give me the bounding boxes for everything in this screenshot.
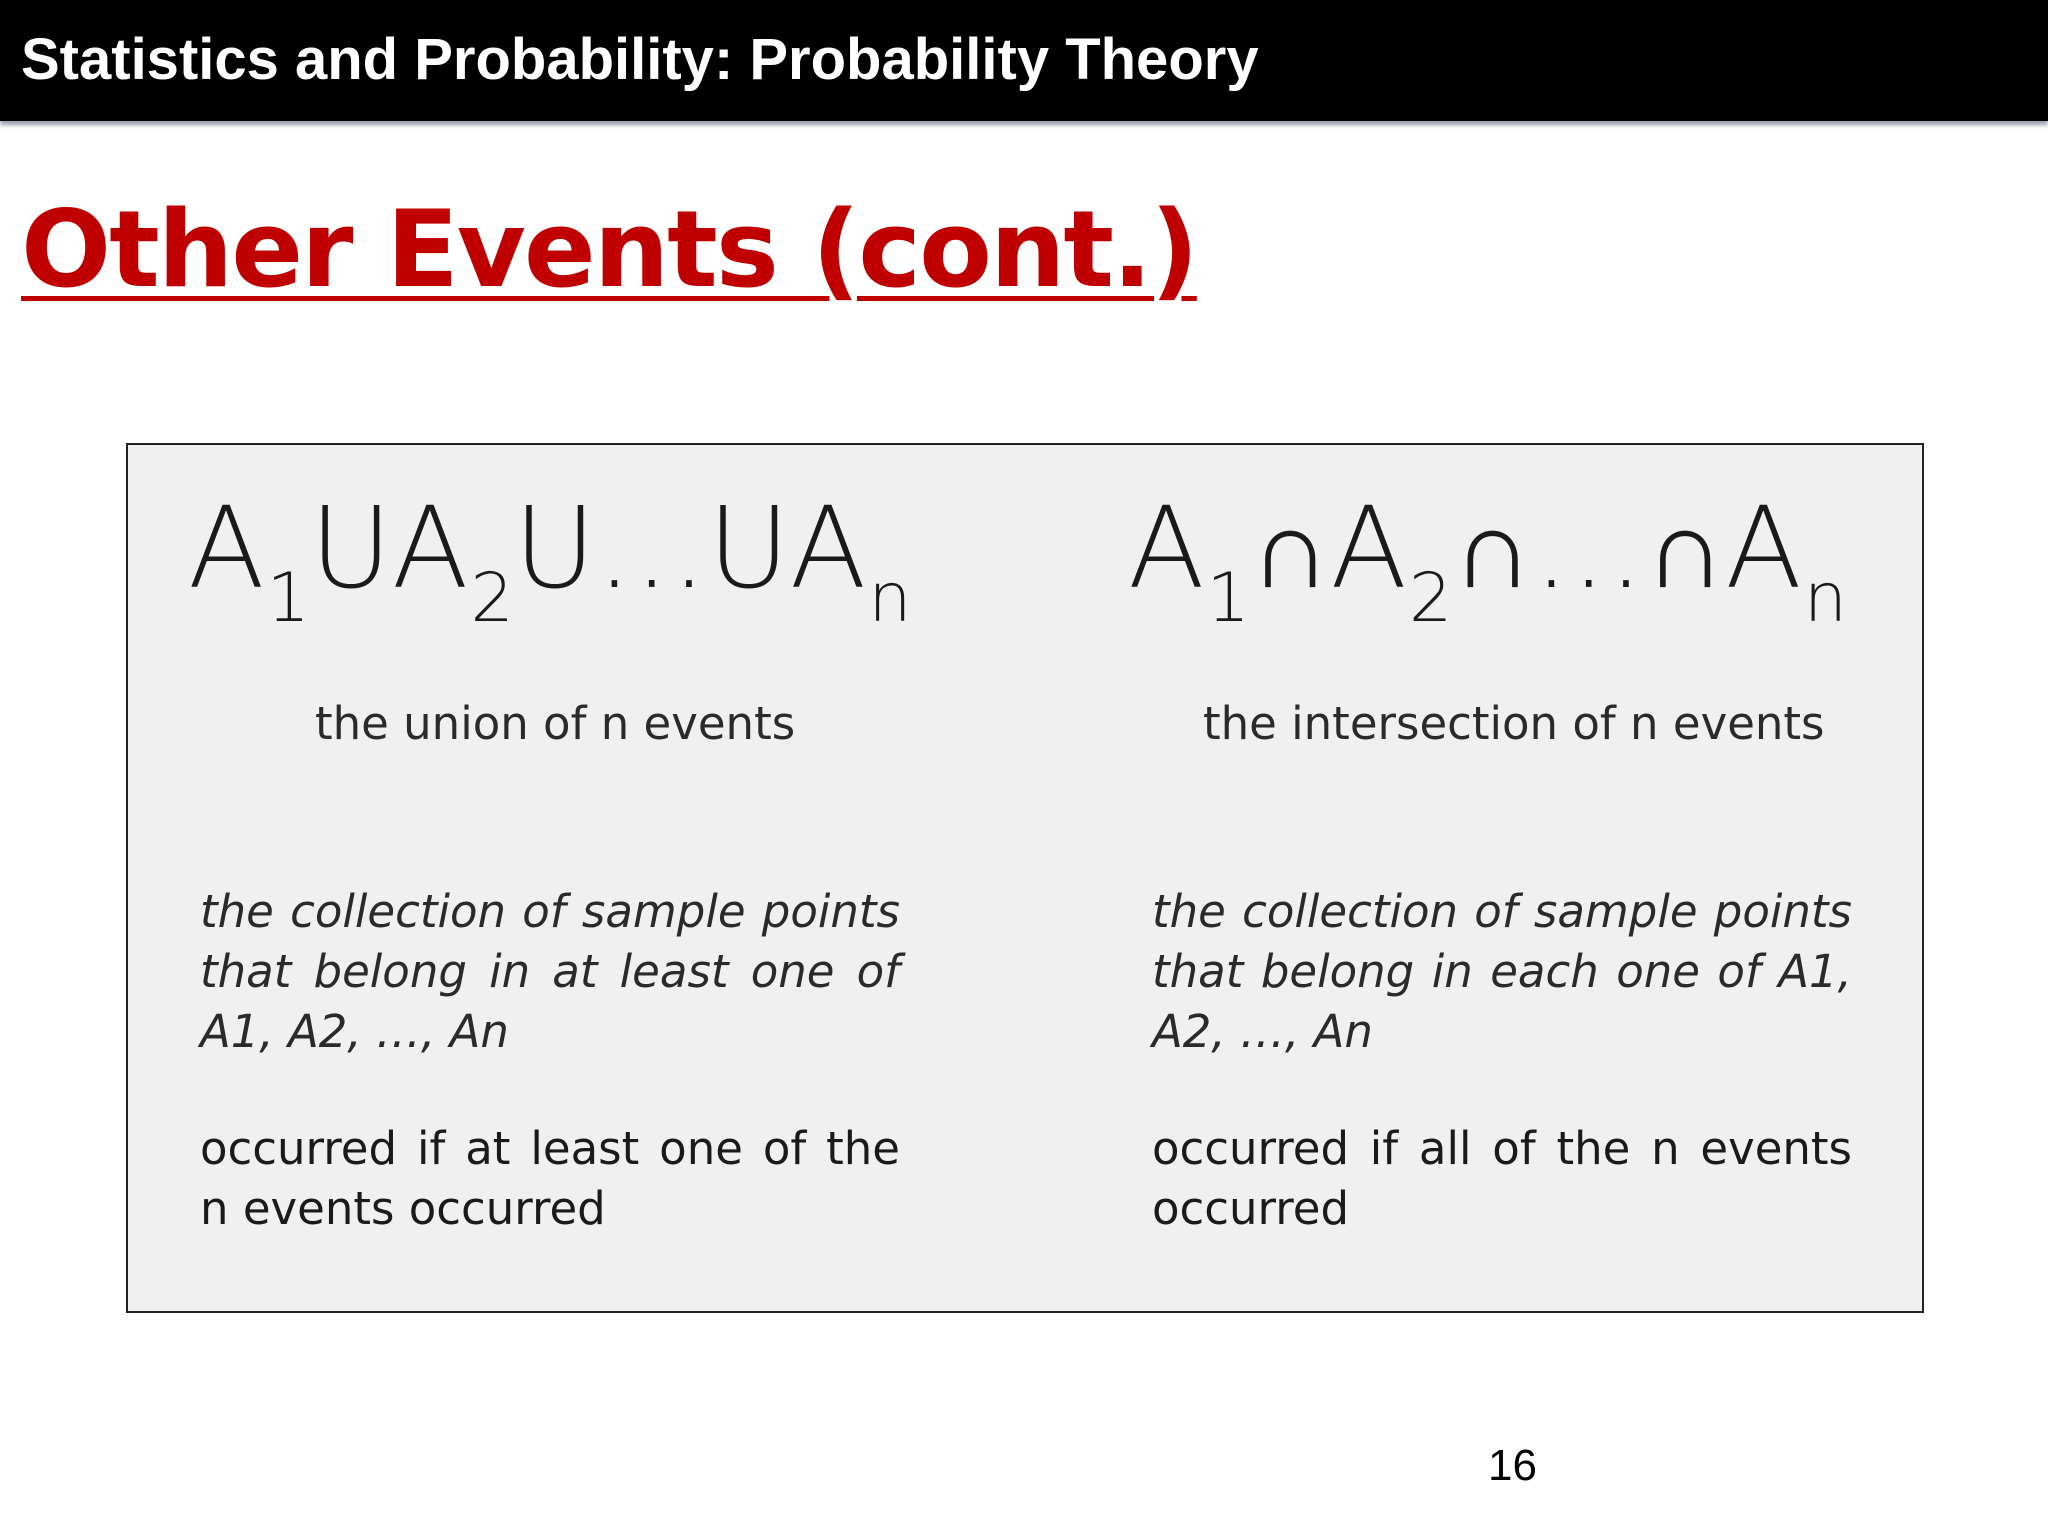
intersection-formula-sub-2: 2 <box>1409 559 1453 638</box>
union-formula-part-3: U…UA <box>513 484 867 614</box>
union-formula <box>188 484 912 638</box>
union-formula-part-2: UA <box>309 484 469 614</box>
union-formula-sub-1: 1 <box>266 559 310 638</box>
union-caption: the union of n events <box>315 697 796 750</box>
union-condition: occurred if at least one of the n events occurred <box>200 1122 900 1235</box>
intersection-formula-part-3: ∩…∩A <box>1452 484 1802 614</box>
page-number: 16 <box>1488 1441 1537 1490</box>
union-formula-sub-n: n <box>868 559 912 638</box>
slide-heading: Other Events (cont.) <box>21 188 1197 311</box>
intersection-condition: occurred if all of the n events occurred <box>1152 1122 1852 1235</box>
intersection-definition: the collection of sample points that belong in each one of A1, A2, …, An <box>1152 885 1852 1058</box>
union-definition: the collection of sample points that belong in at least one of A1, A2, …, An <box>200 885 900 1058</box>
union-formula-part-1: A <box>188 484 265 614</box>
intersection-caption: the intersection of n events <box>1203 697 1825 750</box>
header-bar <box>0 0 2048 121</box>
intersection-formula-sub-n: n <box>1803 559 1848 638</box>
union-formula-sub-2: 2 <box>470 559 514 638</box>
intersection-formula <box>1128 484 1848 638</box>
intersection-formula-part-2: ∩A <box>1249 484 1408 614</box>
events-panel <box>126 443 1924 1313</box>
intersection-formula-part-1: A <box>1128 484 1205 614</box>
intersection-formula-sub-1: 1 <box>1206 559 1250 638</box>
header-title: Statistics and Probability: Probability Theory <box>21 27 1259 92</box>
